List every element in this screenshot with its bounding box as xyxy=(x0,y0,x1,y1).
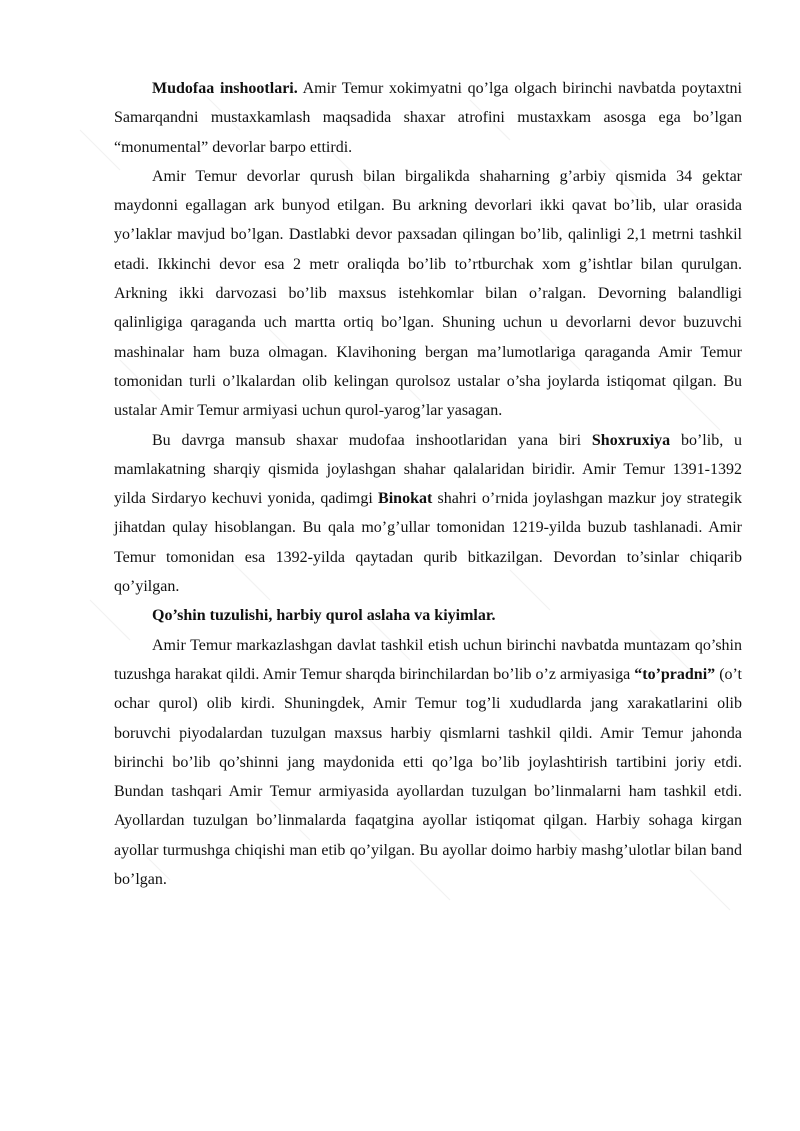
paragraph-ark-walls xyxy=(114,162,742,426)
paragraph-text: shahri o’rnida joylashgan mazkur joy strategik jihatdan qulay hisoblangan. Bu qala mo’g’ullar tomonidan 1219-yilda buzub tashlanadi. Amir Temur tomonidan esa 1392-yilda qaytadan qurib bitkazilgan. Devordan to’sinlar chiqarib qo’yilgan. xyxy=(114,490,743,596)
paragraph-text: bo’lib, u mamlakatning sharqiy qismida joylashgan shahar qalalaridan biridir. Amir Temur 1391-1392 yilda Sirdaryo kechuvi yonida, qadimgi xyxy=(114,431,743,508)
paragraph-text: Amir Temur markazlashgan davlat tashkil etish uchun birinchi navbatda muntazam qo’shin tuzushga harakat qildi. Amir Temur sharqda birinchilardan bo’lib o’z armiyasiga xyxy=(114,636,742,683)
section-heading-army xyxy=(114,601,742,630)
heading-defense-structures: Mudofaa inshootlari. xyxy=(152,80,298,97)
term-shoxruxiya: Shoxruxiya xyxy=(591,431,671,449)
document-body xyxy=(114,74,742,894)
paragraph-text: (o’t ochar qurol) olib kirdi. Shuningdek, Amir Temur tog’li xududlarda jang xarakatlarini olib boruvchi piyodalardan tuzulgan maxsus harbiy qismlarni tashkil qildi. Amir Temur jahonda birinchi bo’lib qo’shinni jang maydonida etti qo’lga bo’lib joylashtirish tartibini joriy etdi. Bundan tashqari Amir Temur armiyasida ayollardan tuzulgan bo’linmalarni ham tashkil etdi. Ayollardan tuzulgan bo’linmalarda faqatgina ayollar istiqomat qilgan. Harbiy sohaga kirgan ayollar turmushga chiqishi man etib qo’yilgan. Bu ayollar doimo harbiy mashg’ulotlar bilan band bo’lgan. xyxy=(114,665,742,889)
paragraph-text: Amir Temur xokimyatni qo’lga olgach birinchi navbatda poytaxtni Samarqandni mustaxkamlash maqsadida shaxar atrofini mustaxkam asosga ega bo’lgan “monumental” devorlar barpo ettirdi. xyxy=(114,80,743,156)
paragraph-shoxruxiya xyxy=(114,426,742,602)
term-binokat: Binokat xyxy=(378,490,433,508)
paragraph-text: Amir Temur devorlar qurush bilan birgalikda shaharning g’arbiy qismida 34 gektar maydonni egallagan ark bunyod etilgan. Bu arkning devorlari ikki qavat bo’lib, ular orasida yo’laklar mavjud bo’lgan. Dastlabki devor paxsadan qilingan bo’lib, qalinligi 2,1 metrni tashkil etadi. Ikkinchi devor esa 2 metr oraliqda bo’lib to’rtburchak xom g’ishtlar bilan qurulgan. Arkning ikki darvozasi bo’lib maxsus istehkomlar bilan o’ralgan. Devorning balandligi qalinligiga qaraganda uch martta ortiq bo’lgan. Shuning uchun u devorlarni devor buzuvchi mashinalar ham buza olmagan. Klavihoning bergan ma’lumotlariga qaraganda Amir Temur tomonidan turli o’lkalardan olib kelingan qurolsoz ustalar o’sha joylarda istiqomat qilgan. Bu ustalar Amir Temur armiyasi uchun qurol-yarog’lar yasagan. xyxy=(114,167,742,420)
paragraph-army xyxy=(114,631,742,895)
term-topradni: “to’pradni” xyxy=(634,665,716,683)
section-heading-text: Qo’shin tuzulishi, harbiy qurol aslaha va kiyimlar. xyxy=(152,607,496,625)
paragraph-defense-structures xyxy=(114,74,742,162)
paragraph-text: Bu davrga mansub shaxar mudofaa inshootlaridan yana biri xyxy=(152,431,592,449)
